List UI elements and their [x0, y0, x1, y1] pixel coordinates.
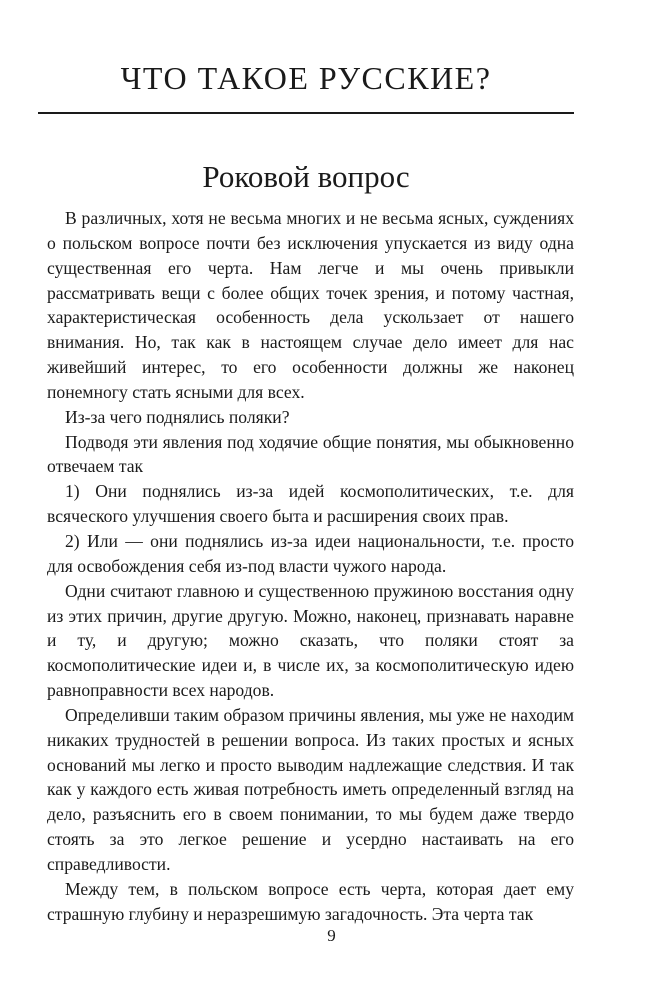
- paragraph: Из-за чего поднялись поляки?: [65, 406, 290, 427]
- paragraph: Определивши таким образом причины явления, мы уже не находим никаких трудностей в решении вопроса. Из таких простых и ясных оснований мы легко и просто выводим надлежащие следствия. И так как у каждого есть живая потребность иметь определенный взгляд на дело, разъяснить его в своем понимании, то мы будем даже твердо стоять за это легкое решение и усердно настаивать на его справедливости.: [47, 704, 574, 874]
- paragraph: 1) Они поднялись из-за идей космополитических, т.е. для всяческого улучшения своего быта и расширения своих прав.: [47, 481, 574, 527]
- paragraph: Подводя эти явления под ходячие общие понятия, мы обыкновенно отвечаем так: [47, 431, 574, 477]
- running-head: ЧТО ТАКОЕ РУССКИЕ?: [120, 60, 492, 96]
- header-rule: [38, 112, 574, 114]
- paragraph: Между тем, в польском вопросе есть черта, которая дает ему страшную глубину и неразрешимую загадочность. Эта черта так: [47, 878, 574, 924]
- paragraph: Одни считают главною и существенною пружиною восстания одну из этих причин, другие другую. Можно, наконец, признавать наравне и ту, и другую; можно сказать, что поляки стоят за космополитические идеи и, в числе их, за космополитическую идею равноправности всех народов.: [47, 580, 574, 701]
- page-number: 9: [327, 926, 336, 945]
- paragraph: 2) Или — они поднялись из-за идеи национальности, т.е. просто для освобождения себя из-под власти чужого народа.: [47, 530, 574, 576]
- chapter-title: Роковой вопрос: [202, 159, 410, 194]
- body-text: [47, 206, 574, 926]
- paragraph: В различных, хотя не весьма многих и не весьма ясных, суждениях о польском вопросе почти без исключения упускается из виду одна существенная его черта. Нам легче и мы очень привыкли рассматривать вещи с более общих точек зрения, и потому частная, характеристическая особенность дела ускользает от нашего внимания. Но, так как в настоящем случае дело имеет для нас живейший интерес, то его особенности должны же наконец понемногу стать ясными для всех.: [47, 208, 574, 402]
